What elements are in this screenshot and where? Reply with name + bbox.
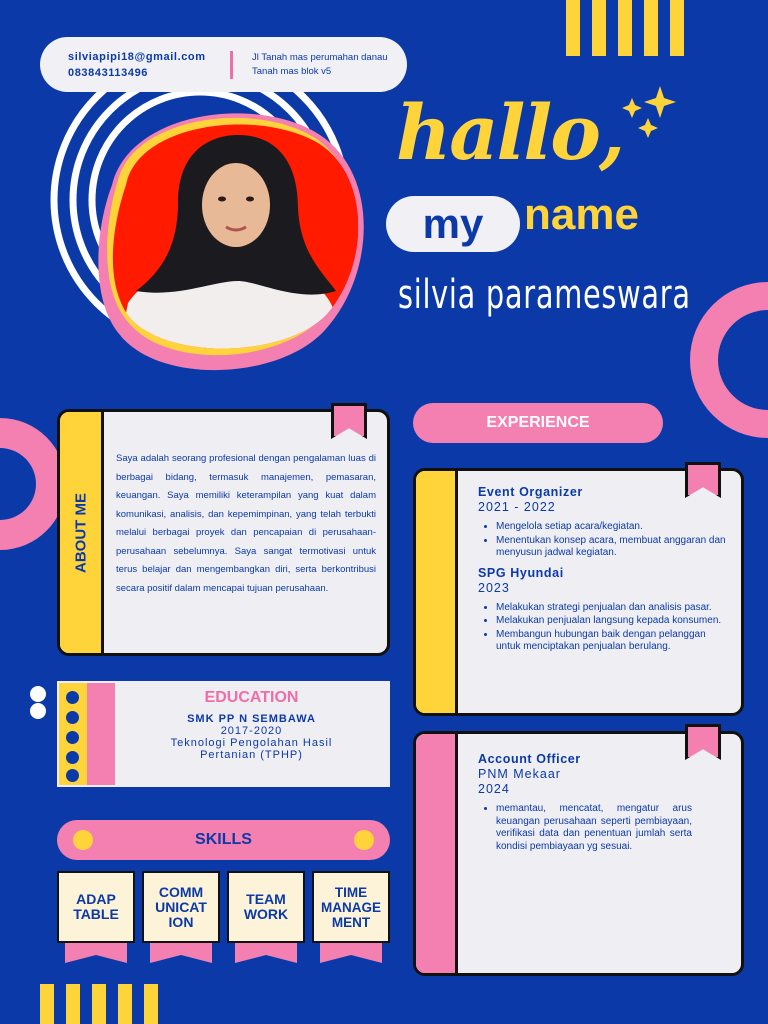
job-duty: • Melakukan penjualan langsung kepada konsumen. xyxy=(496,615,728,628)
contact-card xyxy=(40,37,407,92)
job-duty: • Mengelola setiap acara/kegiatan. xyxy=(496,521,728,534)
contact-phone[interactable]: 083843113496 xyxy=(68,67,149,79)
experience-card-side xyxy=(416,734,458,973)
skill-label: ADAP TABLE xyxy=(57,871,135,943)
education-dots-strip xyxy=(59,683,87,785)
my-pill: my xyxy=(386,196,520,252)
experience-card-2 xyxy=(413,731,744,976)
contact-email[interactable]: silviapipi18@gmail.com xyxy=(68,51,206,63)
profile-photo xyxy=(108,113,358,353)
job-title: SPG Hyundai xyxy=(478,565,564,580)
job-period: 2024 xyxy=(478,782,510,796)
greeting-text: hallo, xyxy=(396,88,624,177)
about-me-card xyxy=(57,409,390,656)
skills-header xyxy=(57,820,390,860)
contact-address: Jl Tanah mas perumahan danau Tanah mas blok v5 xyxy=(252,52,388,77)
job-duty: • Menentukan konsep acara, membuat anggaran dan menyusun jadwal kegiatan. xyxy=(496,535,728,560)
skills-title: SKILLS xyxy=(195,831,252,848)
skill-label: TEAM WORK xyxy=(227,871,305,943)
job-duty: • Membangun hubungan baik dengan pelanggan untuk menciptakan penjualan berulang. xyxy=(496,629,728,654)
skill-card xyxy=(57,871,135,963)
skills-dot-right xyxy=(354,830,374,850)
job-duties xyxy=(478,803,692,853)
skill-label: COMM UNICAT ION xyxy=(142,871,220,943)
about-me-text: Saya adalah seorang profesional dengan pengalaman luas di berbagai bidang, termasuk manajemen, pemasaran, keuangan. Saya memiliki keterampilan yang kuat dalam komunikasi, analisis, dan kepemimpinan, yang telah terbukti melalui berbagai proyek dan pencapaian di perusahaan-perusahaan sebelumnya. Saya sangat termotivasi untuk terus belajar dan mengembangkan diri, serta berkontribusi secara positif dalam mencapai tujuan perusahaan. xyxy=(116,453,376,594)
job-title: Account Officer xyxy=(478,752,581,766)
job-period: 2023 xyxy=(478,580,510,595)
skills-dot-left xyxy=(73,830,93,850)
job-title: Event Organizer xyxy=(478,485,583,499)
skill-card xyxy=(312,871,390,963)
full-name: silvia parameswara xyxy=(398,272,691,318)
education-years: 2017-2020 xyxy=(220,725,283,737)
education-school: SMK PP N SEMBAWA xyxy=(187,713,316,725)
contact-separator xyxy=(230,51,233,79)
education-title: EDUCATION xyxy=(204,689,299,706)
about-me-side-tab xyxy=(60,412,104,653)
experience-header: EXPERIENCE xyxy=(413,403,663,443)
job-duties xyxy=(478,602,728,654)
job-duties xyxy=(478,521,728,560)
education-major: Teknologi Pengolahan Hasil xyxy=(170,737,333,749)
bottom-stripes-decoration xyxy=(40,984,190,1024)
skill-label: TIME MANAGE MENT xyxy=(312,871,390,943)
education-major: Pertanian (TPHP) xyxy=(200,749,303,761)
experience-card-side xyxy=(416,471,458,713)
skill-card xyxy=(227,871,305,963)
skill-ribbon xyxy=(65,943,127,963)
job-company: PNM Mekaar xyxy=(478,767,561,781)
skill-card xyxy=(142,871,220,963)
job-period: 2021 - 2022 xyxy=(478,500,556,514)
job-duty: • memantau, mencatat, mengatur arus keuangan perusahaan seperti pembiayaan, verifikasi data dan penentuan jumlah serta kondisi pembiayaan yg sesuai. xyxy=(496,803,692,853)
education-card xyxy=(57,681,390,787)
job-duty: • Melakukan strategi penjualan dan analisis pasar. xyxy=(496,602,728,615)
name-word: name xyxy=(524,190,639,239)
about-me-title: ABOUT ME xyxy=(72,492,89,573)
experience-card-1 xyxy=(413,468,744,716)
education-pink-strip xyxy=(87,683,115,785)
skill-ribbon xyxy=(235,943,297,963)
top-stripes-decoration xyxy=(566,0,716,56)
skill-ribbon xyxy=(150,943,212,963)
skill-ribbon xyxy=(320,943,382,963)
